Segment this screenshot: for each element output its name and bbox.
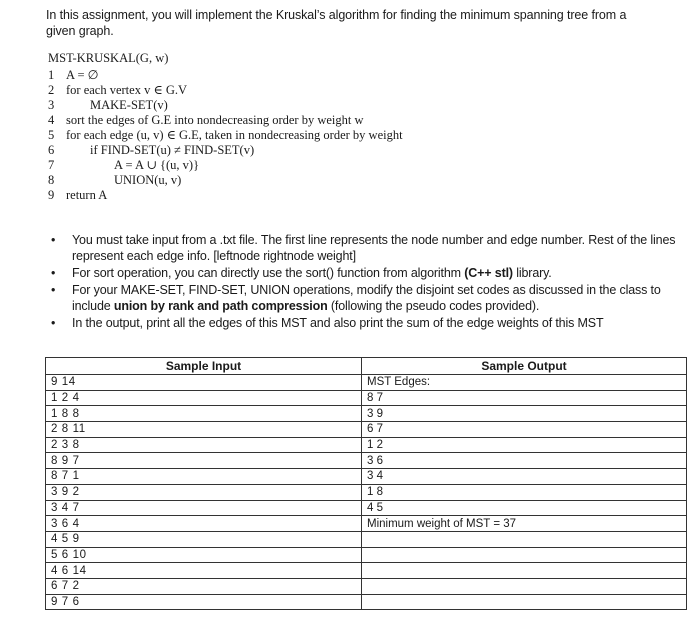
sample-output-cell [362, 578, 687, 594]
pseudocode-line [46, 173, 182, 188]
table-row [46, 406, 687, 422]
sample-output-cell: 3 6 [362, 453, 687, 469]
sample-input-cell: 1 2 4 [46, 390, 362, 406]
sample-output-header: Sample Output [362, 358, 687, 375]
pseudocode-line [46, 158, 200, 173]
bullet-icon: • [51, 283, 56, 297]
line-code: A = ∅ [66, 68, 99, 82]
requirement-item [51, 282, 681, 314]
sample-input-cell: 9 14 [46, 375, 362, 391]
table-row [46, 484, 687, 500]
line-code: A = A ∪ {(u, v)} [114, 158, 200, 172]
line-number: 8 [48, 173, 55, 187]
sample-io-table [45, 357, 687, 610]
sample-input-cell: 3 9 2 [46, 484, 362, 500]
line-code: for each vertex v ∈ G.V [66, 83, 188, 97]
requirement-text: In the output, print all the edges of this MST and also print the sum of the edge weights of this MST [72, 316, 604, 330]
sample-input-cell: 8 9 7 [46, 453, 362, 469]
sample-table-body [46, 375, 687, 610]
requirement-emphasis: union by rank and path compression [113, 299, 328, 313]
line-number: 4 [48, 113, 55, 127]
table-row [46, 422, 687, 438]
algorithm-title: MST-KRUSKAL(G, w) [48, 51, 169, 65]
line-code: for each edge (u, v) ∈ G.E, taken in nondecreasing order by weight [66, 128, 403, 142]
sample-input-cell: 4 6 14 [46, 563, 362, 579]
sample-output-cell [362, 563, 687, 579]
line-number: 3 [48, 98, 55, 112]
line-code: MAKE-SET(v) [90, 98, 168, 112]
sample-output-cell: MST Edges: [362, 375, 687, 391]
requirement-text: library. [512, 266, 552, 280]
table-row [46, 547, 687, 563]
sample-input-cell: 9 7 6 [46, 594, 362, 610]
table-row [46, 453, 687, 469]
line-code: if FIND-SET(u) ≠ FIND-SET(v) [90, 143, 255, 157]
requirement-item [51, 232, 681, 264]
requirement-text: For your MAKE-SET, FIND-SET, UNION operations, modify the disjoint set codes as discussed in the class to include [72, 283, 661, 313]
bullet-icon: • [51, 233, 56, 247]
bullet-icon: • [51, 316, 56, 330]
line-number: 6 [48, 143, 55, 157]
requirement-item [51, 265, 681, 281]
bullet-icon: • [51, 266, 56, 280]
line-number: 5 [48, 128, 55, 142]
pseudocode-line [46, 98, 168, 113]
line-code: return A [66, 188, 108, 202]
sample-output-cell: 6 7 [362, 422, 687, 438]
sample-input-cell: 2 8 11 [46, 422, 362, 438]
table-row [46, 437, 687, 453]
requirement-emphasis: (C++ stl) [464, 266, 513, 280]
table-header-row [46, 358, 687, 375]
assignment-intro: In this assignment, you will implement the Kruskal’s algorithm for finding the minimum spanning tree from a given graph. [46, 8, 627, 38]
sample-output-cell [362, 594, 687, 610]
table-row [46, 375, 687, 391]
table-row [46, 469, 687, 485]
pseudocode-line [46, 113, 364, 128]
sample-output-cell: Minimum weight of MST = 37 [362, 516, 687, 532]
pseudocode-lines [46, 68, 403, 203]
sample-input-cell: 1 8 8 [46, 406, 362, 422]
sample-input-cell: 5 6 10 [46, 547, 362, 563]
sample-input-header: Sample Input [46, 358, 362, 375]
sample-output-cell: 8 7 [362, 390, 687, 406]
pseudocode-line [46, 188, 168, 203]
sample-input-cell: 6 7 2 [46, 578, 362, 594]
line-code: UNION(u, v) [114, 173, 182, 187]
table-row [46, 563, 687, 579]
requirement-item [51, 315, 681, 331]
sample-input-cell: 4 5 9 [46, 531, 362, 547]
sample-output-cell [362, 547, 687, 563]
sample-output-cell [362, 531, 687, 547]
pseudocode-line [46, 83, 188, 98]
sample-output-cell: 3 4 [362, 469, 687, 485]
requirement-text: (following the pseudo codes provided). [327, 299, 540, 313]
pseudocode-line [46, 128, 403, 143]
table-row [46, 594, 687, 610]
line-number: 9 [48, 188, 55, 202]
line-number: 2 [48, 83, 55, 97]
table-row [46, 531, 687, 547]
sample-input-cell: 2 3 8 [46, 437, 362, 453]
requirement-text: You must take input from a .txt file. The first line represents the node number and edge number. Rest of the lines represent each edge info. [leftnode rightnode weight] [72, 233, 676, 263]
sample-input-cell: 3 6 4 [46, 516, 362, 532]
table-row [46, 500, 687, 516]
sample-input-cell: 8 7 1 [46, 469, 362, 485]
pseudocode-block [46, 50, 403, 203]
sample-output-cell: 4 5 [362, 500, 687, 516]
pseudocode-line [46, 143, 255, 158]
line-number: 1 [48, 68, 55, 82]
requirement-text: For sort operation, you can directly use the sort() function from algorithm [72, 266, 465, 280]
requirements-list [51, 232, 681, 332]
sample-output-cell: 3 9 [362, 406, 687, 422]
pseudocode-line [46, 68, 168, 83]
sample-output-cell: 1 2 [362, 437, 687, 453]
sample-input-cell: 3 4 7 [46, 500, 362, 516]
table-row [46, 516, 687, 532]
sample-output-cell: 1 8 [362, 484, 687, 500]
table-row [46, 390, 687, 406]
table-row [46, 578, 687, 594]
line-number: 7 [48, 158, 55, 172]
line-code: sort the edges of G.E into nondecreasing order by weight w [66, 113, 364, 127]
